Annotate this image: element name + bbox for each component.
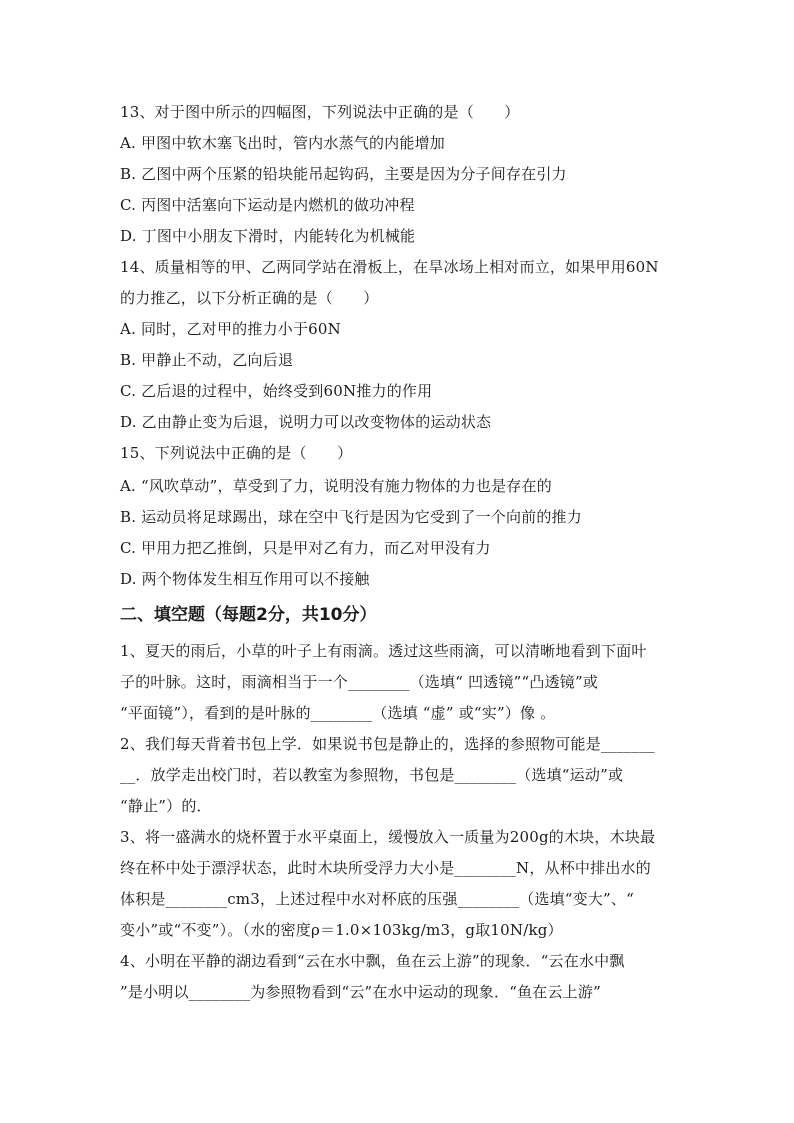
question-14-line2: 的力推乙，以下分析正确的是（ ）: [120, 289, 379, 307]
q14-option-a: A. 同时，乙对甲的推力小于60N: [120, 320, 341, 338]
fill-3-line4: 变小”或“不变”）。（水的密度ρ＝1.0×103kg/m3，g取10N/kg）: [120, 921, 563, 939]
fill-2-line3: “静止”）的．: [120, 797, 212, 815]
fill-1-line1: 1、夏天的雨后，小草的叶子上有雨滴。透过这些雨滴，可以清晰地看到下面叶: [120, 642, 647, 660]
q13-option-a: A. 甲图中软木塞飞出时，管内水蒸气的内能增加: [120, 134, 445, 152]
q15-option-c: C. 甲用力把乙推倒，只是甲对乙有力，而乙对甲没有力: [120, 539, 491, 557]
question-13: 13、对于图中所示的四幅图，下列说法中正确的是（ ）: [120, 103, 520, 121]
fill-3-line2: 终在杯中处于漂浮状态，此时木块所受浮力大小是________N，从杯中排出水的: [120, 859, 651, 877]
q15-option-a: A. “风吹草动”，草受到了力，说明没有施力物体的力也是存在的: [120, 477, 552, 495]
fill-2-line2: __．放学走出校门时，若以教室为参照物，书包是________（选填“运动”或: [120, 766, 624, 784]
question-15: 15、下列说法中正确的是（ ）: [120, 444, 353, 462]
q14-option-c: C. 乙后退的过程中，始终受到60N推力的作用: [120, 382, 433, 400]
q14-option-b: B. 甲静止不动，乙向后退: [120, 351, 294, 369]
q13-option-d: D. 丁图中小朋友下滑时，内能转化为机械能: [120, 227, 416, 245]
q14-option-d: D. 乙由静止变为后退，说明力可以改变物体的运动状态: [120, 413, 492, 431]
section-title: 二、填空题（每题2分，共10分）: [120, 605, 377, 625]
fill-4-line1: 4、小明在平静的湖边看到“云在水中飘，鱼在云上游”的现象．“云在水中飘: [120, 952, 625, 970]
fill-3-line3: 体积是________cm3，上述过程中水对杯底的压强________（选填“变大”、“: [120, 890, 634, 908]
q13-option-b: B. 乙图中两个压紧的铅块能吊起钩码，主要是因为分子间存在引力: [120, 165, 567, 183]
question-14-line1: 14、质量相等的甲、乙两同学站在滑板上，在旱冰场上相对而立，如果甲用60N: [120, 258, 659, 276]
fill-3-line1: 3、将一盛满水的烧杯置于水平桌面上，缓慢放入一质量为200g的木块，木块最: [120, 828, 656, 846]
fill-4-line2: ”是小明以________为参照物看到“云”在水中运动的现象．“鱼在云上游”: [120, 983, 601, 1001]
fill-1-line2: 子的叶脉。这时，雨滴相当于一个________（选填“ 凹透镜”“凸透镜”或: [120, 673, 599, 691]
q15-option-d: D. 两个物体发生相互作用可以不接触: [120, 570, 370, 588]
q13-option-c: C. 丙图中活塞向下运动是内燃机的做功冲程: [120, 196, 415, 214]
fill-1-line3: “平面镜”），看到的是叶脉的________（选填 “虚” 或“实”）像 。: [120, 704, 556, 722]
fill-2-line1: 2、我们每天背着书包上学．如果说书包是静止的，选择的参照物可能是_______: [120, 735, 655, 753]
q15-option-b: B. 运动员将足球踢出，球在空中飞行是因为它受到了一个向前的推力: [120, 508, 582, 526]
